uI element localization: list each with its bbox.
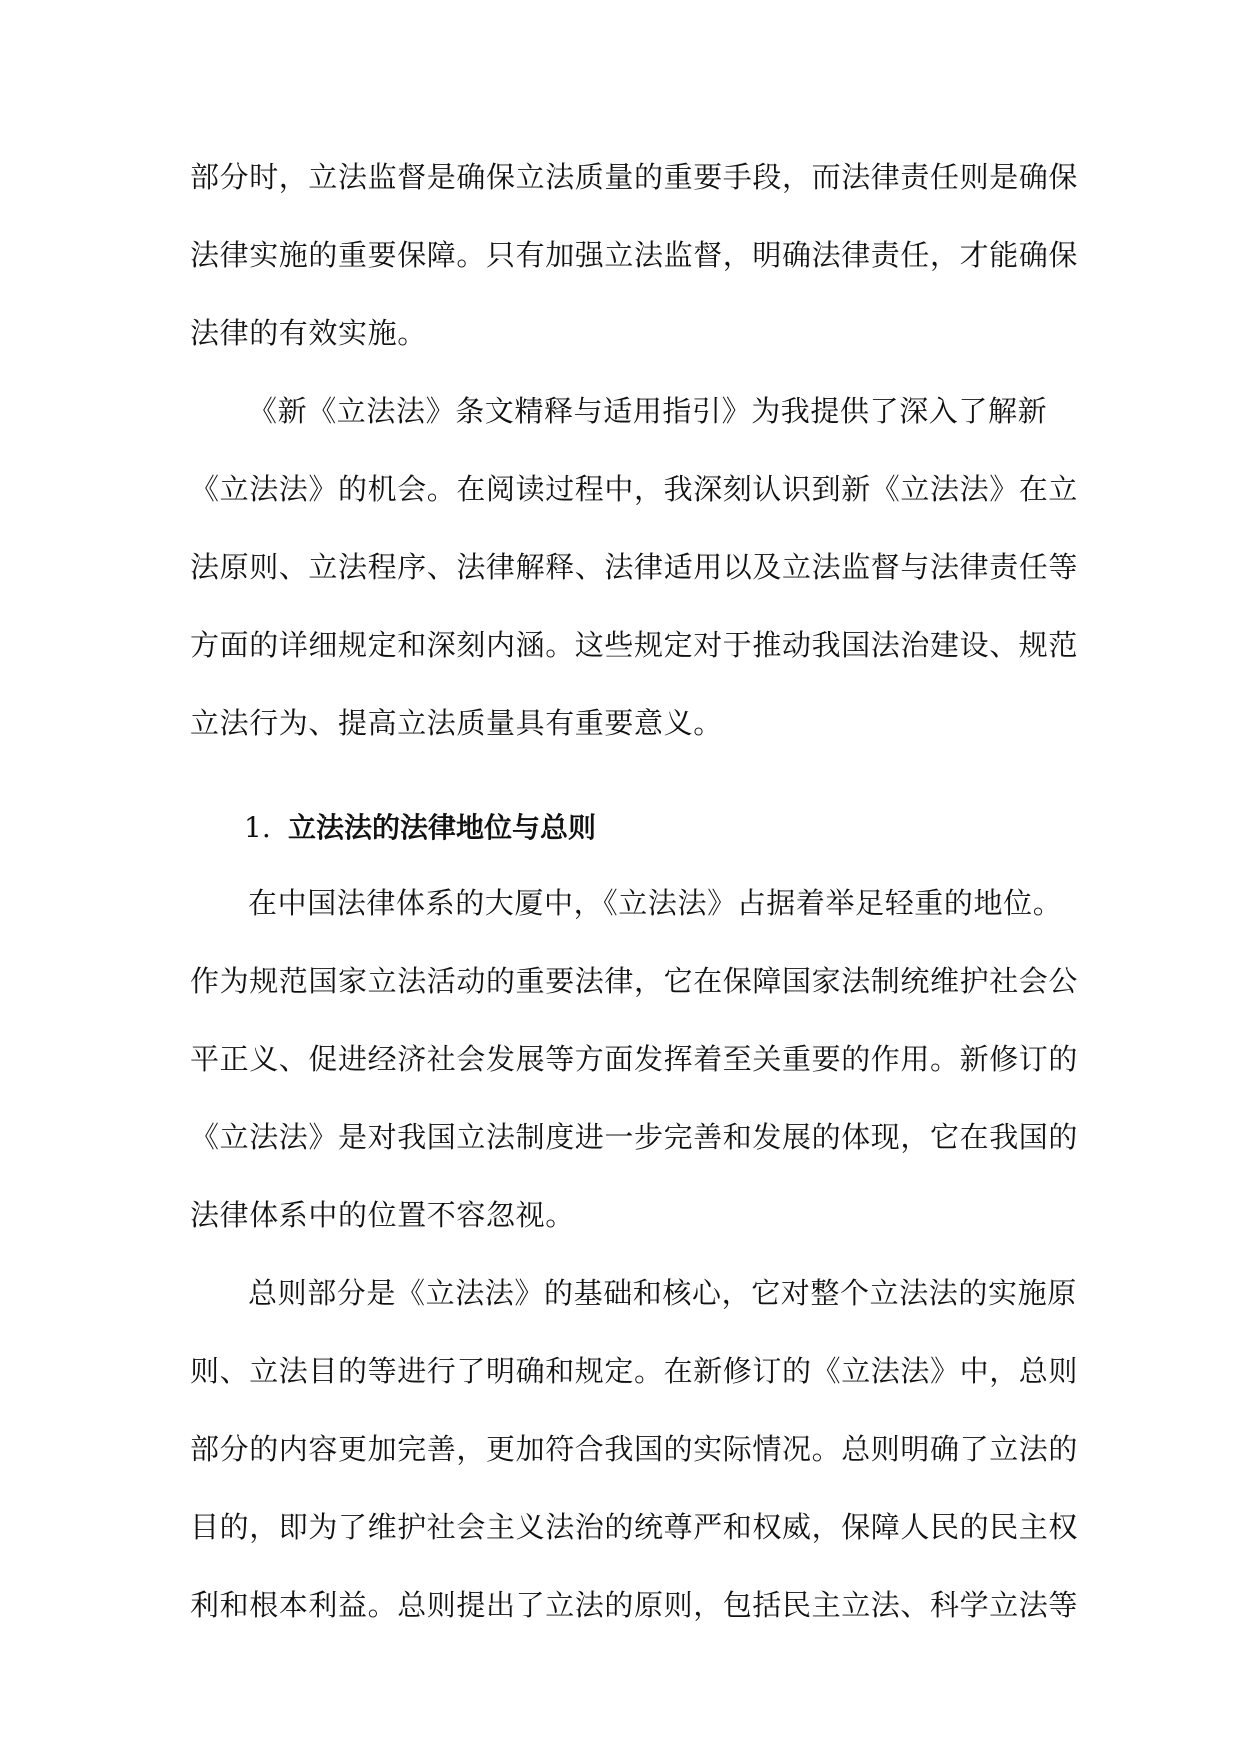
text-line: 部分的内容更加完善，更加符合我国的实际情况。总则明确了立法的 (190, 1432, 1079, 1466)
text-line: 法原则、立法程序、法律解释、法律适用以及立法监督与法律责任等 (190, 550, 1079, 584)
section-number: 1. (244, 811, 271, 844)
text-line: 方面的详细规定和深刻内涵。这些规定对于推动我国法治建设、规范 (190, 628, 1079, 662)
text-line: 部分时，立法监督是确保立法质量的重要手段，而法律责任则是确保 (190, 160, 1079, 194)
text-line: 则、立法目的等进行了明确和规定。在新修订的《立法法》中，总则 (190, 1354, 1079, 1388)
text-line: 法律的有效实施。 (190, 316, 427, 350)
text-line: 立法行为、提高立法质量具有重要意义。 (190, 706, 723, 740)
section-heading (190, 780, 1052, 876)
text-line: 目的，即为了维护社会主义法治的统尊严和权威，保障人民的民主权 (190, 1510, 1079, 1544)
section-title: 立法法的法律地位与总则 (288, 811, 597, 844)
text-line: 《立法法》的机会。在阅读过程中，我深刻认识到新《立法法》在立 (190, 472, 1079, 506)
paragraph (190, 138, 1079, 372)
text-line: 《立法法》是对我国立法制度进一步完善和发展的体现，它在我国的 (190, 1120, 1079, 1154)
text-line: 在中国法律体系的大厦中，《立法法》占据着举足轻重的地位。 (248, 886, 1063, 920)
paragraph (190, 372, 1079, 762)
text-line: 作为规范国家立法活动的重要法律，它在保障国家法制统维护社会公 (190, 964, 1079, 998)
document-body (190, 138, 1079, 1644)
paragraph (190, 864, 1079, 1254)
text-line: 平正义、促进经济社会发展等方面发挥着至关重要的作用。新修订的 (190, 1042, 1079, 1076)
text-line: 总则部分是《立法法》的基础和核心，它对整个立法法的实施原 (248, 1276, 1077, 1310)
paragraph (190, 1254, 1079, 1644)
text-line: 法律实施的重要保障。只有加强立法监督，明确法律责任，才能确保 (190, 238, 1079, 272)
text-line: 《新《立法法》条文精释与适用指引》为我提供了深入了解新 (248, 394, 1048, 428)
text-line: 法律体系中的位置不容忽视。 (190, 1198, 575, 1232)
text-line: 利和根本利益。总则提出了立法的原则，包括民主立法、科学立法等 (190, 1588, 1079, 1622)
